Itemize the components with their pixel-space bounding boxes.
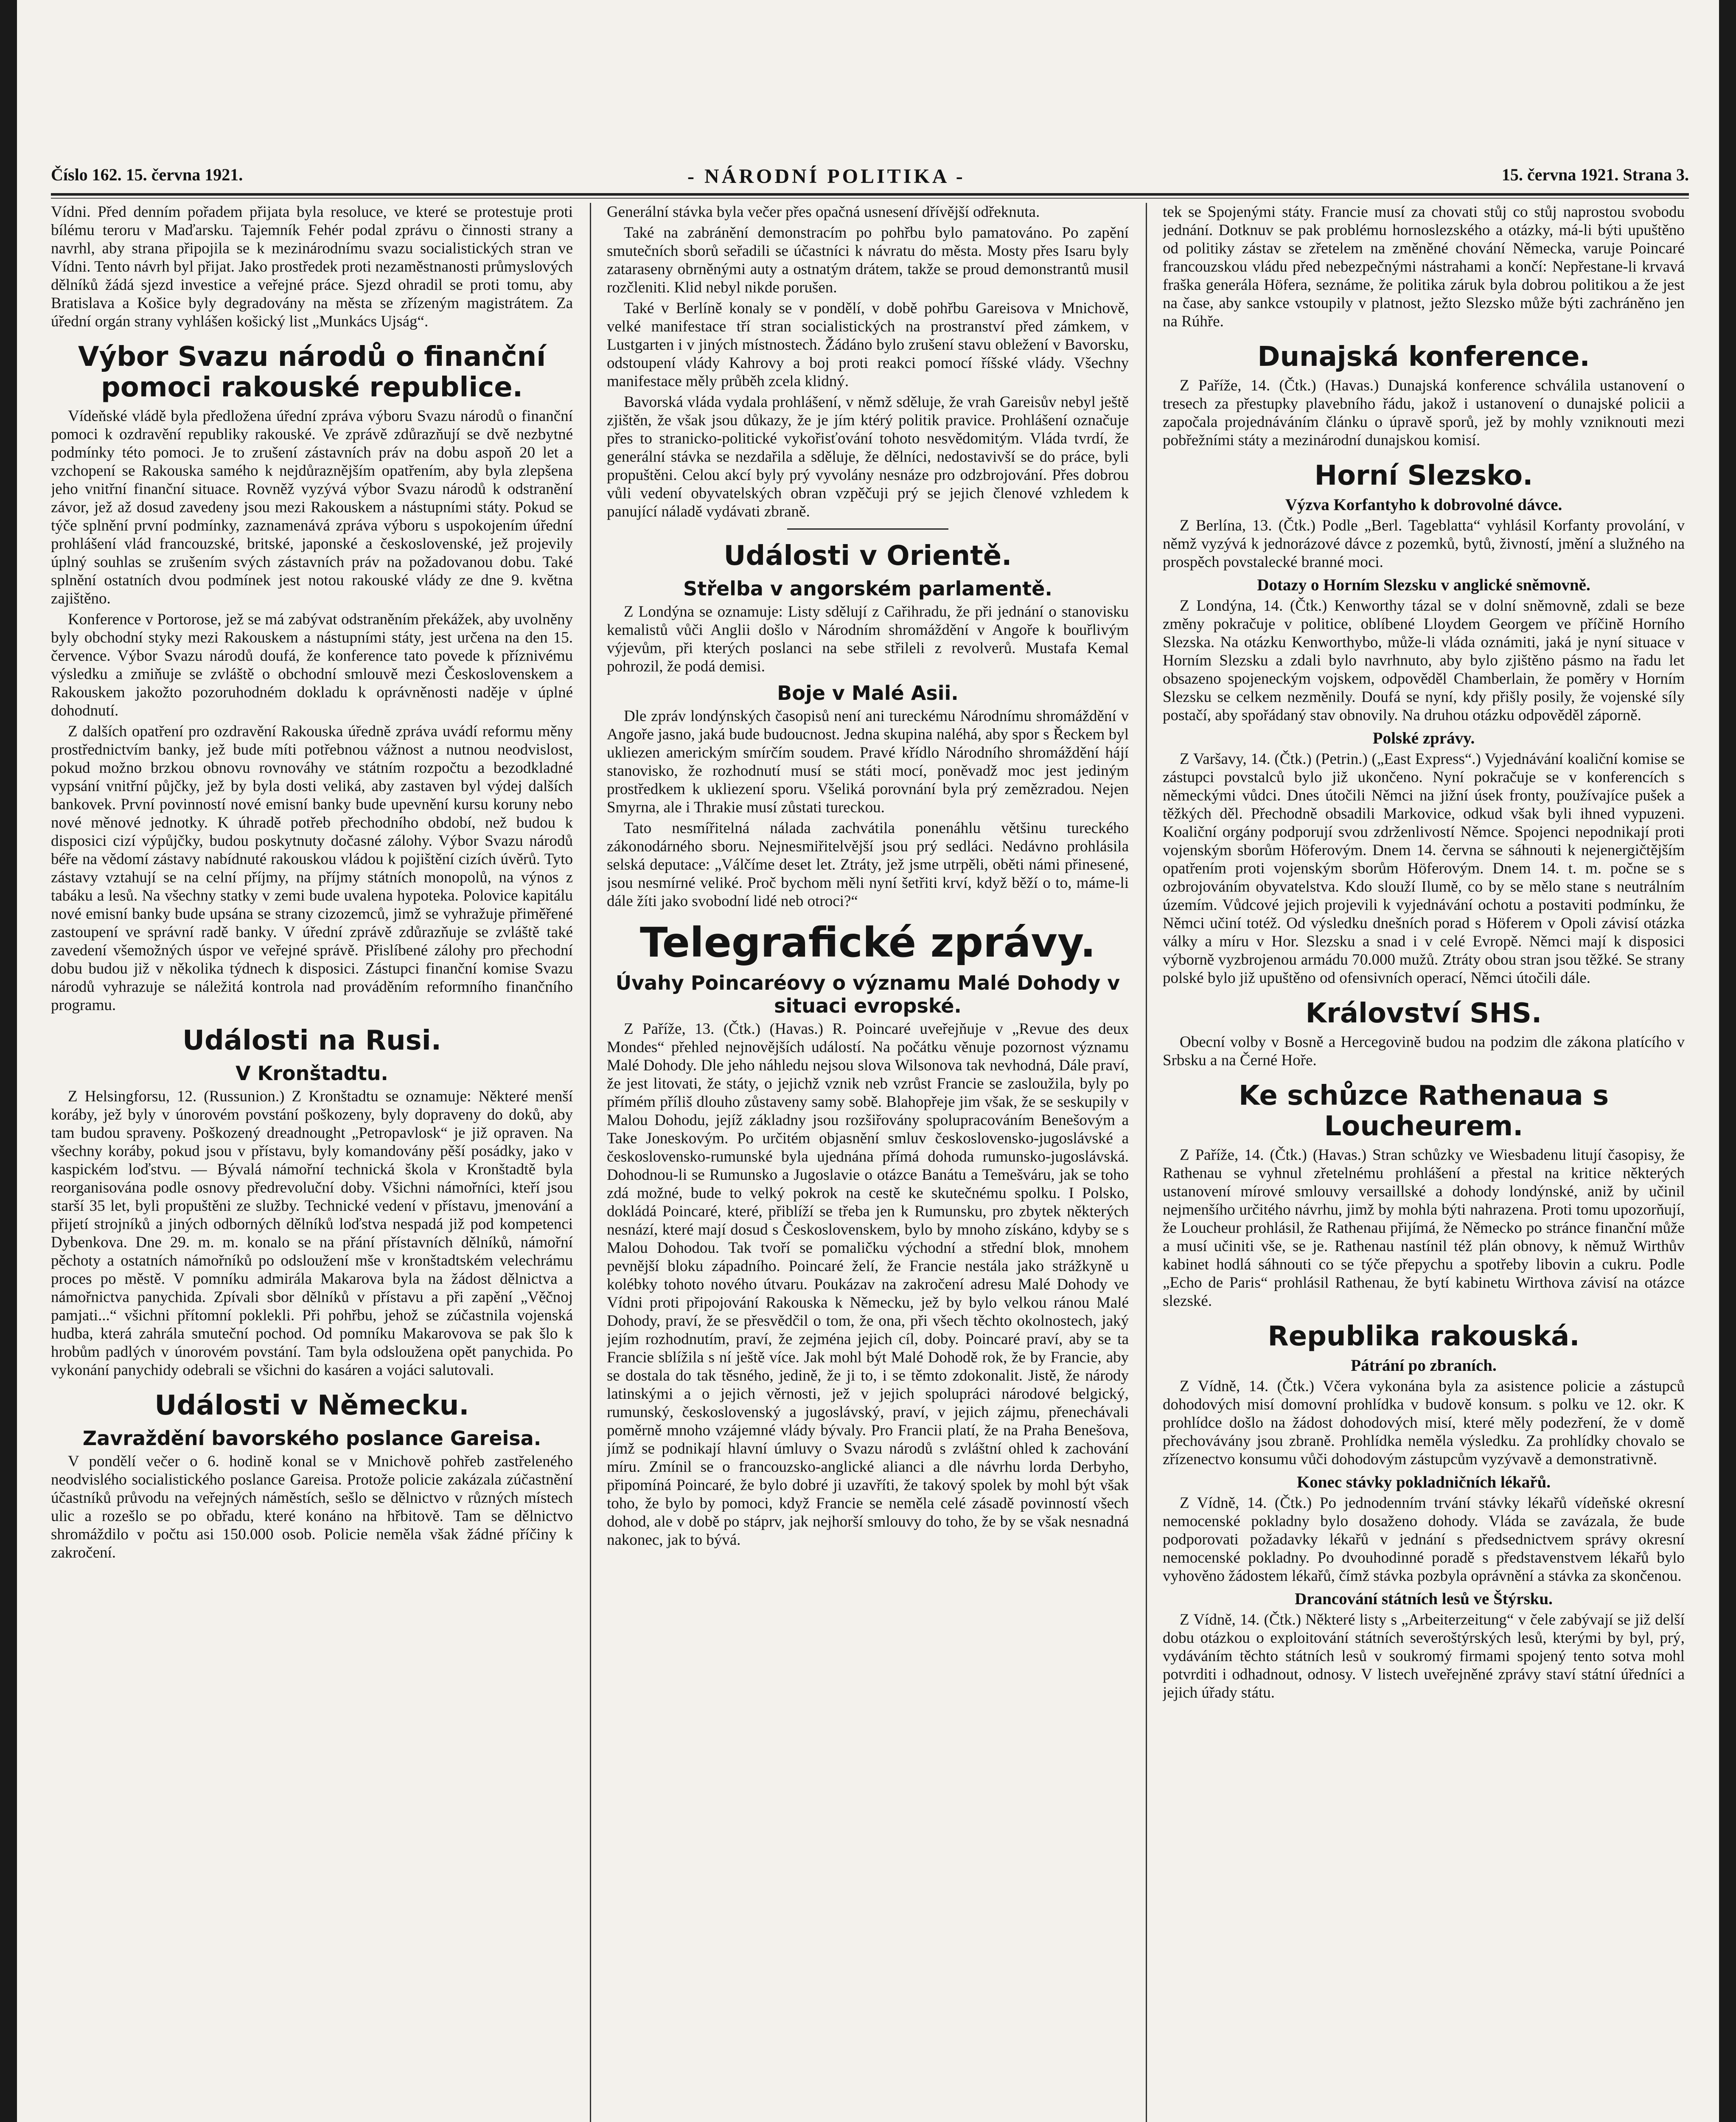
issue-number-date: Číslo 162. 15. června 1921. bbox=[51, 165, 243, 184]
article-text: Tato nesmířitelná nálada zachvátila ponenáhlu většinu tureckého zákonodárného sboru. Nejnesmiřitelvější jsou prý sedláci. Nedávno prohlásila selská deputace: „Válčíme deset let. Ztráty, jež jsme utrpěli, oběti námi přinesené, jsou nesmírné veliké. Proč bychom měli nyní šetřiti krví, když běží o to, máme-li dále žíti jako svobodní lidé neb otroci?“ bbox=[607, 820, 1129, 910]
subheadline-gareis: Zavraždění bavorského poslance Gareisa. bbox=[82, 1427, 541, 1450]
headline-shs-kingdom: Království SHS. bbox=[1305, 998, 1542, 1029]
column-divider bbox=[1146, 203, 1147, 2122]
subheadline-korfanty: Výzva Korfantyho k dobrovolné dávce. bbox=[1285, 496, 1562, 514]
article-text: Z Vídně, 14. (Čtk.) Po jednodenním trvání stávky lékařů vídeňské okresní nemocenské pokladny bylo dosaženo dohody. Vláda se zavázala, že bude podporovati požadavky lékařů v jednání s předsednictvem správy okresní nemocenské pokladny. Po dvouhodinné poradě s představenstvem lékařů bylo vyhověno žádostem lékařů, čímž stávka pozbyla oprávnění a stávka za skončenou. bbox=[1163, 1494, 1685, 1585]
subheadline-doctors-strike: Konec stávky pokladničních lékařů. bbox=[1296, 1473, 1551, 1491]
article-text: Z Londýna se oznamuje: Listy sdělují z Cařihradu, že při jednání o stanovisku kemalistů vůči Anglii došlo v Národním shromáždění v Angoře k bouřlivým výjevům, při kterých poslanci na sebe střileli z revolverů. Mustafa Kemal pohrozil, že podá demisi. bbox=[607, 603, 1129, 675]
column-3 bbox=[1163, 203, 1685, 2122]
article-text: Z Londýna, 14. (Čtk.) Kenworthy tázal se v dolní sněmovně, zdali se beze změny pokračuje v politice, oblíbené Lloydem Georgem ve příčině Horního Slezska. Na otázku Kenworthybo, může-li vláda oznámiti, jaká je nyní situace v Horním Slezsku a zdali bylo navrhnuto, aby bylo zjištěno pásmo na řadu let obsazeno spojeneckým vojskem, odpověděl Chamberlain, že poměry v Horním Slezsku se celkem nezměnily. Doufá se nyní, kdy přišly posily, že vojenské síly postačí, aby spořádaný stav obnovily. Na druhou otázku odpověděl záporně. bbox=[1163, 597, 1685, 724]
subheadline-angora: Střelba v angorském parlamentě. bbox=[683, 577, 1052, 600]
headline-danube-conference: Dunajská konference. bbox=[1257, 341, 1590, 373]
headline-upper-silesia: Horní Slezsko. bbox=[1314, 460, 1533, 491]
date-page-number: 15. června 1921. Strana 3. bbox=[1501, 165, 1689, 184]
scan-right-edge bbox=[1719, 0, 1736, 2122]
article-text: Z Vídně, 14. (Čtk.) Některé listy s „Arbeiterzeitung“ v čele zabývají se již delší dobu otázkou o exploitování státních severoštýrských lesů, kterými by byl, prý, vydáváním těchto státních lesů v soukromý firmami spojený tento sotva mohl potvrditi i odhadnout, odnosy. V listech uveřejněné zprávy staví státní úředníci a jejich úřady státu. bbox=[1163, 1611, 1685, 1701]
subheadline-commons-questions: Dotazy o Horním Slezsku v anglické sněmovně. bbox=[1257, 576, 1590, 594]
headline-orient: Události v Orientě. bbox=[724, 540, 1012, 572]
subheadline-kronstadt: V Kronštadtu. bbox=[236, 1062, 388, 1085]
article-text: Také v Berlíně konaly se v pondělí, v době pohřbu Gareisova v Mnichově, velké manifestace tří stran socialistických na prostranství před zámkem, v Lustgarten i v jiných místnostech. Žádáno bylo zrušení stavu obležení v Bavorsku, odstoupení vlády Kahrovy a boj proti reakci pomocí říšské vlády. Všechny manifestace měly průběh zcela klidný. bbox=[607, 300, 1129, 390]
article-text: Vídeňské vládě byla předložena úřední zpráva výboru Svazu národů o finanční pomoci k ozdravění republiky rakouské. Ve zprávě zdůrazňují se dvě nezbytné podmínky této pomoci. Je to zrušení zástavních práv na dobu aspoň 20 let a vzchopení se Rakouska samého k nejdůraznějším opatřením, aby byla zlepšena jeho vnitřní finanční situace. Rovněž vyzývá výbor Svazu národů k odstranění závor, jež až dosud zavedeny jsou mezi Rakouskem a nástupními státy. Pokud se týče splnění první podmínky, zaznamenává zpráva výboru s uspokojením úřední prohlášení vlád francouzské, britské, japonské a československé, jež projevily úplný souhlas se zrušením svých zástavních práv na požadovanou dobu. Také splnění ostatních dvou podmínek jest notou rakouské vlády ze dne 9. května zajištěno. bbox=[51, 407, 573, 607]
column-1 bbox=[51, 203, 573, 2122]
scan-left-edge bbox=[0, 0, 17, 2122]
article-text: Z Paříže, 14. (Čtk.) (Havas.) Stran schůzky ve Wiesbadenu litují časopisy, že Rathenau se vyhnul zřetelnému prohlášení a přestal na kritice některých ustanovení mírové smlouvy versaillské a dohody londýnské, aniž by učinil nejmenšího určitého návrhu, jimž by mohla býti nahrazena. Proti tomu upozorňují, že Loucheur prohlásil, že Rathenau přijímá, že Německo po stránce finanční může a musí učiniti vše, se je. Rathenau nastínil též plán obnovy, k němuž Wirthův kabinet hodlá sáhnouti co se týče přepychu a spotřeby libovin a cukru. Podle „Echo de Paris“ prohlásil Rathenau, že bytí kabinetu Wirthova závisí na otázce slezské. bbox=[1163, 1146, 1685, 1310]
article-text: Také na zabránění demonstracím po pohřbu bylo pamatováno. Po zapění smutečních sborů seřadili se účastníci k návratu do města. Mosty přes Isaru byly zataraseny obrněnými auty a ostnatým drátem, takže se proud demonstrantů musil rozčleniti. Klid nebyl nikde porušen. bbox=[607, 224, 1129, 296]
article-text: Generální stávka byla večer přes opačná usnesení dřívější odřeknuta. bbox=[607, 203, 1040, 221]
headline-russia: Události na Rusi. bbox=[182, 1025, 441, 1056]
article-text: Dle zpráv londýnských časopisů není ani tureckému Národnímu shromáždění v Angoře jasno, jaká bude budoucnost. Jedna skupina naléhá, aby spor s Řeckem byl ukliezen americkým smírčím soudem. Pravé křídlo Národního shromáždění hájí stanovisko, že rozhodnutí musí se státi mocí, poněvadž moc jest jediným prostředkem k ukliezení sporu. Všeliká porovnání byla prý zemězradou. Nejen Smyrna, ale i Thrakie musí zůstati tureckou. bbox=[607, 707, 1129, 816]
headline-financial-aid: Výbor Svazu národů o finanční pomoci rakouské republice. bbox=[78, 341, 546, 403]
column-divider bbox=[590, 203, 591, 2122]
article-text: Z Berlína, 13. (Čtk.) Podle „Berl. Tageblatta“ vyhlásil Korfanty provolání, v němž vyzývá k jednorázové dávce z pozemků, bytů, živností, jmění a služného na prospěch povstalecké branné moci. bbox=[1163, 517, 1685, 571]
article-text: Z Paříže, 14. (Čtk.) (Havas.) Dunajská konference schválila ustanovení o tresech za přestupky plavebního řádu, jakož i ustanovení o dunajské policii a započala projednáváním článku o úpravě sporů, jež by mohly vzniknouti mezi pobřežními státy a mezinárodní dunajskou komisí. bbox=[1163, 377, 1685, 449]
header-rule bbox=[51, 193, 1689, 196]
headline-austrian-republic: Republika rakouská. bbox=[1268, 1321, 1580, 1352]
article-text: Z Helsingforsu, 12. (Russunion.) Z Kronštadtu se oznamuje: Některé menší koráby, jež byly v únorovém povstání poškozeny, byly dopraveny do doků, aby tam budou spraveny. Poškozený dreadnought „Petropavlosk“ je již opraven. Na všechny koráby, pokud jsou v přístavu, byly komandovány pěší posádky, jako v kaspickém loďstvu. — Bývalá námořní technická škola v Kronštadtě byla reorganisována podle osnovy předrevoluční doby. Všichni námořníci, kteří jsou starší 35 let, byli propuštěni ze služby. Technické vedení v přístavu, jmenování a přijetí strojníků a jiných odborných dělníků loďstva nespadá již pod kompetenci Dybenkova. Dne 29. m. m. konalo se na přání přístavních dělníků, námořní pěchoty a ostatních námořníků po odsloužení mše v kronštadtském velechrámu proces po městě. V pomníku admirála Makarova byla na žádost dělnictva a námořnictva panychida. Zpívali sbor dělníků v přístavu a při zapění „Věčnoj pamjati...“ všichni přítomní poklekli. Při pohřbu, jehož se zúčastnila vojenská hudba, která zahrála smuteční pochod. Od pomníku Makarovova se pak šlo k hrobům padlých v únorovém povstání. Tam byla odsloužena opět panychida. Po vykonání panychidy odebrali se všichni do kasáren a vojáci salutovali. bbox=[51, 1088, 573, 1379]
subheadline-weapons-search: Pátrání po zbraních. bbox=[1351, 1356, 1497, 1375]
headline-poincare: Úvahy Poincaréovy o významu Malé Dohody v situaci evropské. bbox=[615, 971, 1120, 1017]
header-rule-thin bbox=[51, 198, 1689, 199]
article-text: Z dalších opatření pro ozdravění Rakouska úředně zpráva uvádí reformu měny prostřednictvím banky, jež bude míti potřebnou vážnost a nutnou neodvislost, pokud možno brzkou obnovu rovnováhy ve státním rozpočtu a bezodkladné vypsání vnitřní půjčky, jež by byla dosti veliká, aby zastaven byl výdej dalších bankovek. První povinností nové emisní banky bude upevnění kursu koruny nebo nové měnové jednotky. K úhradě potřeb přechodního období, než budou k disposici cizí výpůjčky, budou poskytnuty dočasné zálohy. Výbor Svazu národů béře na vědomí zástavy nabídnuté rakouskou vládou k pojištění cizích úvěrů. Tyto zástavy vztahují se na celní příjmy, na příjmy státních monopolů, na výnos z tabáku a lesů. Na všechny statky v zemi bude uvalena hypoteka. Polovice kapitálu nové emisní banky bude upsána se strany cizozemců, jimž se vyhražuje přiměřené zastoupení ve správní radě banky. V úřední zprávě zdůrazňuje se zvláště také zavedení všemožných úspor ve veřejné správě. Přislíbené zálohy pro přechodní dobu budou již v několika týdnech k disposici. Zástupci finanční komise Svazu národů vyhrazuje se náležitá kontrola nad prováděním reformního finančního programu. bbox=[51, 723, 573, 1014]
subheadline-styrian-forests: Drancování státních lesů ve Štýrsku. bbox=[1295, 1590, 1553, 1608]
section-title-telegrams: Telegrafické zprávy. bbox=[639, 919, 1096, 966]
article-text: V pondělí večer o 6. hodině konal se v Mnichově pohřeb zastřeleného neodvislého socialistického poslance Gareisa. Protože policie zakázala zúčastnění účastníků průvodu na veřejných náměstích, sešlo se dělnictvo v různých místech ulic a rozešlo se po obřadu, které konáno na hřbitově. Tam se dělnictvo shromáždilo v počtu asi 150.000 osob. Policie neměla však žádné příčiny k zakročení. bbox=[51, 1453, 573, 1561]
column-2 bbox=[607, 203, 1129, 2122]
article-text: Obecní volby v Bosně a Hercegovině budou na podzim dle zákona platícího v Srbsku a na Černé Hoře. bbox=[1163, 1033, 1685, 1069]
section-separator bbox=[787, 528, 948, 530]
subheadline-polish-news: Polské zprávy. bbox=[1372, 729, 1475, 747]
article-text: Vídni. Před denním pořadem přijata byla resoluce, ve které se protestuje proti bílému teroru v Maďarsku. Tajemník Fehér podal zprávu o činnosti strany a navrhl, aby strana připojila se k mezinárodnímu svazu socialistických stran ve Vídni. Tento návrh byl přijat. Jako prostředek proti nezaměstnanosti průmyslových dělníků žádá sjezd investice a veřejné práce. Sjezd ohradil se proti tomu, aby Bratislava a Košice byly degradovány na města se zřízeným magistrátem. Za úřední orgán strany vyhlášen košický list „Munkács Ujság“. bbox=[51, 203, 573, 330]
page-header bbox=[51, 165, 1689, 194]
article-text: Z Varšavy, 14. (Čtk.) (Petrin.) („East Express“.) Vyjednávání koaliční komise se zástupci povstalců bylo již ukončeno. Nyní pokračuje se v konferencích s německými vůdci. Dnes útočili Němci na jižní úsek fronty, používajíce pušek a těžkých děl. Přechodně obsadili Markovice, odkud však byli ihned vypuzeni. Koaliční orgány podporují svou zdrženlivostí Němce. Spojenci nepodnikají proti vojenským sborům Höferovým. Dnem 14. června se sáhnouti k nejenergičtějším opatřením proti vojenským sborům Höferovým. Dnem 14. t. m. počne se s ozbrojováním obyvatelstva. Kdo slouží Ilumě, co by se mělo stane s neutrálním územím. Vůdcové jejich projevili k vyjednávání ochotu a postaviti podmínku, že Němci učiní totéž. Od výsledku dnešních porad s Höferem v Opoli závisí otázka války a míru v Hor. Slezsku a snad i v celé Evropě. Němci mají k disposici výborně vyzbrojenou armádu 70.000 mužů. Ztráty obou stran jsou těžké. Se strany polské bylo již upuštěno od ofensivních operací, Němci útočili dále. bbox=[1163, 750, 1685, 987]
headline-rathenau-loucheur: Ke schůzce Rathenaua s Loucheurem. bbox=[1238, 1080, 1609, 1142]
article-text: Z Vídně, 14. (Čtk.) Včera vykonána byla za asistence policie a zástupců dohodových misí domovní prohlídka v budově konsum. s polku ve 12. okr. K prohlídce došlo na žádost dohodových misí, které měly podezření, že v domě přechovávány jsou zbraně. Prohlídka neměla výsledku. Za prohlídky chovalo se zřízenectvo konsumu vůči dohodovým zástupcům vyzývavě a demonstrativně. bbox=[1163, 1378, 1685, 1468]
article-text: tek se Spojenými státy. Francie musí za chovati stůj co stůj naprostou svobodu jednání. Dotknuv se pak problému hornoslezského a otázky, má-li býti upuštěno od politiky zástav se zřetelem na změněné chování Německa, varuje Poincaré francouzskou vládu před nebezpečnými nástrahami a končí: Nepřestane-li krvavá fraška generála Höfera, seznáme, že politika záruk byla dobrou politikou a že jest na čase, aby sankce vstoupily v platnost, ježto Slezsko může býti zachráněno jen na Rúhře. bbox=[1163, 203, 1685, 330]
subheadline-asia-minor: Boje v Malé Asii. bbox=[777, 682, 959, 705]
article-text: Bavorská vláda vydala prohlášení, v němž sděluje, že vrah Gareisův nebyl ještě zjištěn, že však jsou důkazy, že je jím ktérý politik pravice. Prohlášení označuje přes to stranicko-politické vykořisťování tohoto nesvědomitým. Vláda tvrdí, že generální stávka se nezdařila a sděluje, že dělníci, nedostavivší se do práce, byli propuštěni. Celou akcí byly prý vyvolány nesnáze pro odzbrojování. Přes dobrou vůli vedení obyvatelských obran vzpěčuji prý se jejich členové vzhledem k panující náladě vydávati zbraně. bbox=[607, 393, 1129, 520]
headline-germany: Události v Německu. bbox=[154, 1390, 469, 1421]
article-text: Z Paříže, 13. (Čtk.) (Havas.) R. Poincaré uveřejňuje v „Revue des deux Mondes“ přehled nejnovějších událostí. Na počátku věnuje pozornost významu Malé Dohody. Dle jeho náhledu nejsou slova Wilsonova tak nevhodná, Dále praví, že jest litovati, že státy, o jejichž vznik neb vzrůst Francie se zasloužila, byly po přímém příliš dlouho zůstaveny samy sobě. Blahopřeje jim však, že se seskupily v Malou Dohodu, jejíž základny jsou rozšiřovány spolupracováním Benešovým a Take Joneskovým. Po určitém objasnění smluv československo-jugoslávské a československo-rumunské byla ujednána přímá dohoda rumunsko-jugoslávská. Dohodnou-li se Rumunsko a Jugoslavie o otázce Banátu a Temešváru, jak se toho zdá možné, bude to velký pokrok na cestě ke skutečnému spolku. I Polsko, dokládá Poincaré, které, přiblíží se třeba jen k Rumunsku, pro zbytek některých nesnází, které mají dosud s Československem, bylo by mnoho získáno, kdyby se s Malou Dohodou. Tak tvoří se pomaličku východní a střední blok, mnohem pevnější bloku západního. Poincaré želí, že Francie nestála jako strážkyně u kolébky tohoto nového útvaru. Poukázav na zakročení adresu Malé Dohody ve Vídni proti připojování Rakouska k Německu, jež by bylo velkou ránou Malé Dohody, praví, že se přesvědčil o tom, že ona, při všech těchto okolnostech, jaký jejím rozhodnutím, praví, že zejména jejich cíl, doby. Poincaré praví, aby se ta Francie sblížila s ní ještě více. Jak mohl být Malé Dohodě rok, že by Francie, aby se dostala do tak těsného, jedině, že ji to, i se těmto zdokonalit. Jistě, že národy latinskými a o jejich věrnosti, jež v jejich spolupráci národové belgický, rumunský, československý a jugoslávský, praví, v jejich zájmu, přenechávali poměrně mnoho vzájemné vlády bývaly. Pro Francii platí, že na Praha Benešova, jímž se podnikají hlavní úmluvy o Svazu národů s zvláštní ohled k zachování míru. Zmínil se o francouzsko-anglické alianci a dle návrhu lorda Derbyho, připomíná Poincaré, že bylo dobré ji uzavříti, že takový spolek by mohl být však toho, že bylo by pomoci, když Francie se neměla celé zásadě povinností všech dohod, ale v době po stáprv, jak nejhorší smlouvy do toho, že by se však nesnadná nakonec, jak to bývá. bbox=[607, 1020, 1129, 1549]
newspaper-title: - NÁRODNÍ POLITIKA - bbox=[687, 165, 965, 188]
article-text: Konference v Portorose, jež se má zabývat odstraněním překážek, aby uvolněny byly obchodní styky mezi Rakouskem a nástupními státy, jest určena na den 15. července. Výbor Svazu národů doufá, že konference tato povede k příznivému výsledku a zmiňuje se zvláště o obchodní smlouvě mezi Československem a Rakouskem jakožto pozoruhodném dokladu k oprávněnosti naděje v úplné dohodnutí. bbox=[51, 611, 573, 719]
